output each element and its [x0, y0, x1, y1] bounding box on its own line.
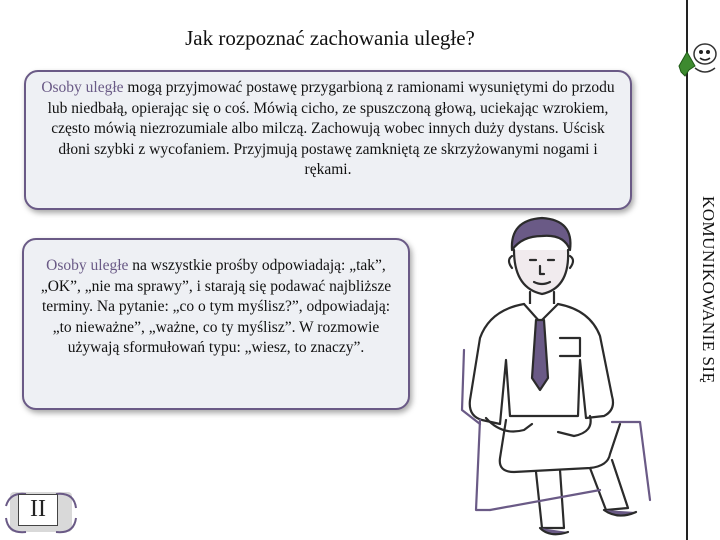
- description-box-speech: [22, 238, 410, 410]
- box1-text: mogą przyjmować postawę przygarbioną z ramionami wysuniętymi do przodu lub niedbałą, opierając się o coś. Mówią cicho, ze spuszczoną głową, uciekając wzrokiem, często mówią niezrozumiale albo milczą. Zachowują wobec innych duży dystans. Uścisk dłoni szybki z wycofaniem. Przyjmują postawę zamkniętą ze skrzyżowanymi nogami i rękami.: [47, 79, 615, 178]
- description-box-posture: [24, 70, 632, 210]
- page-title: Jak rozpoznać zachowania uległe?: [185, 26, 475, 50]
- box2-lead: Osoby uległe: [46, 257, 129, 274]
- roman-numeral-badge: II: [18, 494, 58, 526]
- sidebar-label: KOMUNIKOWANIE SIĘ: [699, 196, 718, 384]
- box2-text: na wszystkie prośby odpowiadają: „tak”, „OK”, „nie ma sprawy”, i starają się podawać najbliższe terminy. Na pytanie: „co o tym myślisz?”, odpowiadają: „to nieważne”, „ważne, co ty myślisz”. W rozmowie używają sformułowań typu: „wiesz, to znaczy”.: [40, 257, 392, 356]
- box1-lead: Osoby uległe: [41, 79, 124, 96]
- seated-man-illustration: [440, 210, 680, 540]
- green-mascot-icon: [675, 40, 719, 80]
